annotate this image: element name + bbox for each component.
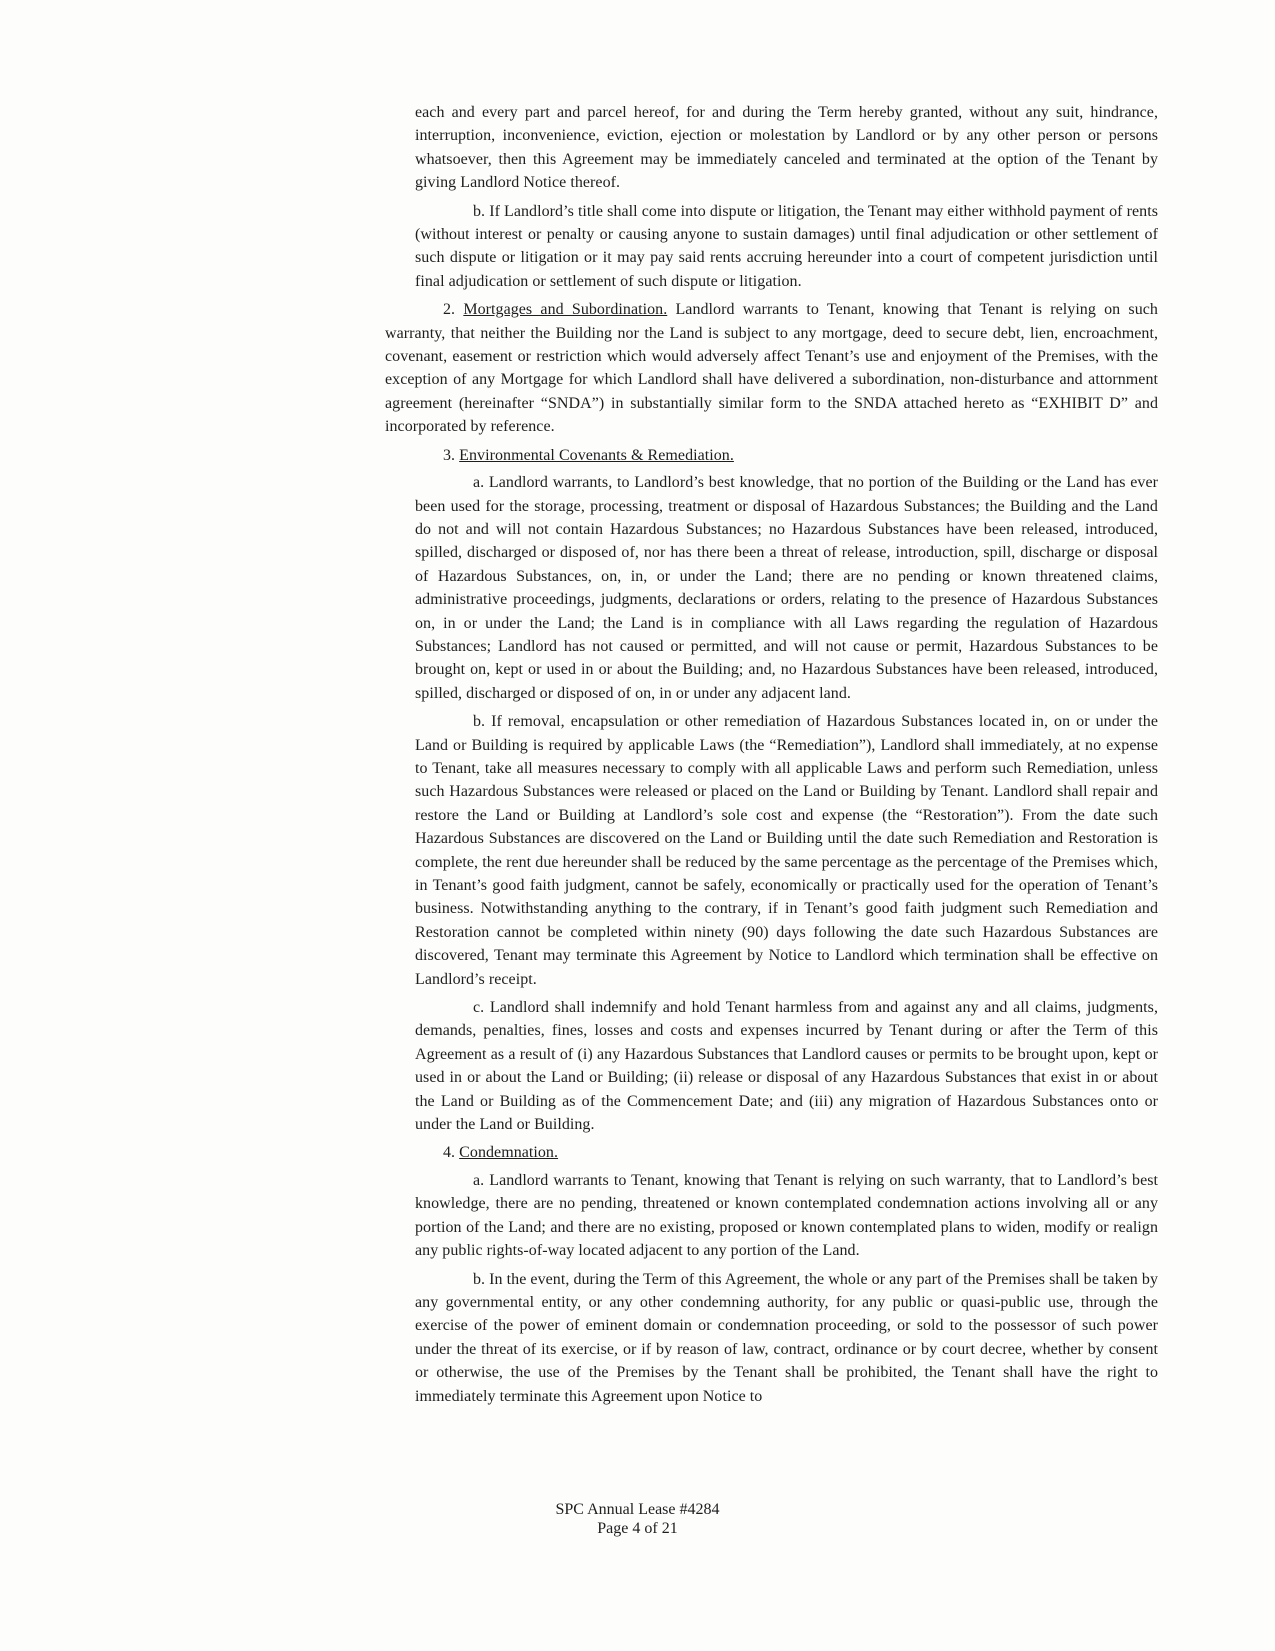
paragraph-4b: b. In the event, during the Term of this Agreement, the whole or any part of the Premises shall be taken by any governmental entity, or any other condemning authority, for any public or quasi-public use, through the exercise of the power of eminent domain or condemnation proceeding, or sold to the possessor of such power under the threat of its exercise, or if by reason of law, contract, ordinance or by court decree, whether by consent or otherwise, the use of the Premises by the Tenant shall be prohibited, the Tenant shall have the right to immediately terminate this Agreement upon Notice to	[415, 1270, 1158, 1405]
paragraph-intro-continuation: each and every part and parcel hereof, for and during the Term hereby granted, without any suit, hindrance, interruption, inconvenience, eviction, ejection or molestation by Landlord or by any other person or persons whatsoever, then this Agreement may be immediately canceled and terminated at the option of the Tenant by giving Landlord Notice thereof.	[415, 104, 1158, 192]
section-3-environmental	[385, 444, 1158, 467]
section-2-mortgages	[385, 298, 1158, 438]
section-2-heading: Mortgages and Subordination.	[463, 301, 668, 319]
section-4-condemnation	[385, 1141, 1158, 1164]
paragraph-3c: c. Landlord shall indemnify and hold Tenant harmless from and against any and all claims, judgments, demands, penalties, fines, losses and costs and expenses incurred by Tenant during or after the Term of this Agreement as a result of (i) any Hazardous Substances that Landlord causes or permits to be brought upon, kept or used in or about the Land or Building; (ii) release or disposal of any Hazardous Substances that exist in or about the Land or Building as of the Commencement Date; and (iii) any migration of Hazardous Substances onto or under the Land or Building.	[415, 999, 1158, 1134]
section-2-body: Landlord warrants to Tenant, knowing that Tenant is relying on such warranty, that neither the Building nor the Land is subject to any mortgage, deed to secure debt, lien, encroachment, covenant, easement or restriction which would adversely affect Tenant’s use and enjoyment of the Premises, with the exception of any Mortgage for which Landlord shall have delivered a subordination, non-disturbance and attornment agreement (hereinafter “SNDA”) in substantially similar form to the SNDA attached hereto as “EXHIBIT D” and incorporated by reference.	[385, 301, 1158, 436]
footer-lease-id: SPC Annual Lease #4284	[555, 1501, 720, 1518]
footer-page-number: Page 4 of 21	[597, 1520, 678, 1537]
page-footer	[0, 1500, 1275, 1538]
lease-body-text	[385, 101, 1158, 1413]
section-3-heading: Environmental Covenants & Remediation.	[459, 446, 734, 464]
section-4-heading: Condemnation.	[459, 1144, 559, 1162]
paragraph-1b: b. If Landlord’s title shall come into dispute or litigation, the Tenant may either withhold payment of rents (without interest or penalty or causing anyone to sustain damages) until final adjudication or other settlement of such dispute or litigation or it may pay said rents accruing hereunder into a court of competent jurisdiction until final adjudication or settlement of such dispute or litigation.	[415, 202, 1158, 290]
section-3-number: 3.	[443, 446, 456, 464]
paragraph-4a: a. Landlord warrants to Tenant, knowing that Tenant is relying on such warranty, that to Landlord’s best knowledge, there are no pending, threatened or known contemplated condemnation actions involving all or any portion of the Land; and there are no existing, proposed or known contemplated plans to widen, modify or realign any public rights-of-way located adjacent to any portion of the Land.	[415, 1171, 1158, 1260]
paragraph-3b: b. If removal, encapsulation or other remediation of Hazardous Substances located in, on or under the Land or Building is required by applicable Laws (the “Remediation”), Landlord shall immediately, at no expense to Tenant, take all measures necessary to comply with all applicable Laws and perform such Remediation, unless such Hazardous Substances were released or placed on the Land or Building by Tenant. Landlord shall repair and restore the Land or Building at Landlord’s sole cost and expense (the “Restoration”). From the date such Hazardous Substances are discovered on the Land or Building until the date such Remediation and Restoration is complete, the rent due hereunder shall be reduced by the same percentage as the percentage of the Premises which, in Tenant’s good faith judgment, cannot be safely, economically or practically used for the operation of Tenant’s business. Notwithstanding anything to the contrary, if in Tenant’s good faith judgment such Remediation and Restoration cannot be completed within ninety (90) days following the date such Hazardous Substances are discovered, Tenant may terminate this Agreement by Notice to Landlord which termination shall be effective on Landlord’s receipt.	[415, 713, 1158, 988]
section-2-number: 2.	[443, 301, 456, 319]
section-4-number: 4.	[443, 1144, 456, 1162]
paragraph-3a: a. Landlord warrants, to Landlord’s best knowledge, that no portion of the Building or the Land has ever been used for the storage, processing, treatment or disposal of Hazardous Substances; the Building and the Land do not and will not contain Hazardous Substances; no Hazardous Substances have been released, introduced, spilled, discharged or disposed of, nor has there been a threat of release, introduction, spill, discharge or disposal of Hazardous Substances, on, in, or under the Land; there are no pending or known threatened claims, administrative proceedings, judgments, declarations or orders, relating to the presence of Hazardous Substances on, in or under the Land; the Land is in compliance with all Laws regarding the regulation of Hazardous Substances; Landlord has not caused or permitted, and will not cause or permit, Hazardous Substances to be brought on, kept or used in or about the Building; and, no Hazardous Substances have been released, introduced, spilled, discharged or disposed of on, in or under any adjacent land.	[415, 474, 1158, 702]
